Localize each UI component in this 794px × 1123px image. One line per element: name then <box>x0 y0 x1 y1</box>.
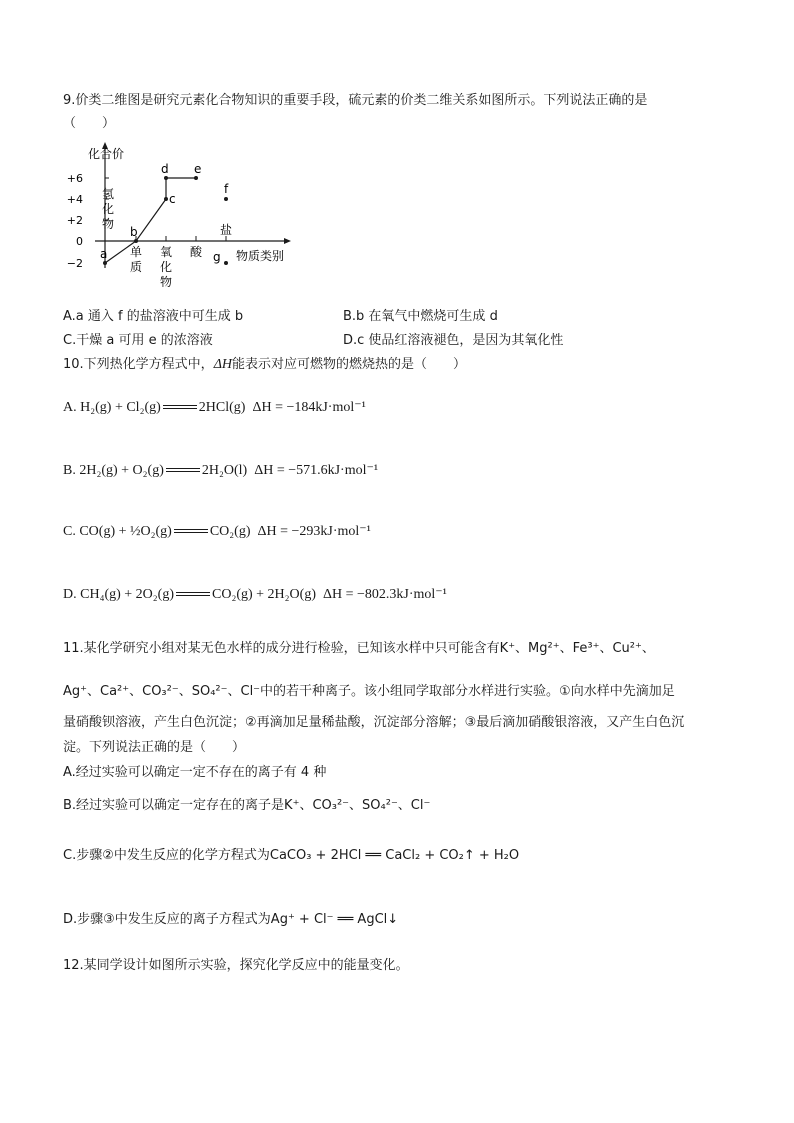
point-e <box>194 176 198 180</box>
point-b <box>134 239 138 243</box>
svg-text:质: 质 <box>129 260 143 274</box>
point-g <box>224 261 228 265</box>
y-tick: −2 <box>66 257 83 270</box>
q11-stem-line1: 11.某化学研究小组对某无色水样的成分进行检验，已知该水样中只可能含有K⁺、Mg²⁺、Fe³⁺、Cu²⁺、 <box>63 641 655 656</box>
q11-stem-line2: Ag⁺、Ca²⁺、CO₃²⁻、SO₄²⁻、Cl⁻中的若干种离子。该小组同学取部分水样进行实验。①向水样中先滴加足 <box>63 684 675 699</box>
point-d <box>164 176 168 180</box>
point-label-b: b <box>130 225 138 239</box>
q11-option-b: B.经过实验可以确定一定存在的离子是K⁺、CO₃²⁻、SO₄²⁻、Cl⁻ <box>63 798 431 813</box>
category-hydride: 氢 <box>101 187 115 201</box>
q9-option-b: B.b 在氧气中燃烧可生成 d <box>343 309 498 324</box>
q9-stem: 9.价类二维图是研究元素化合物知识的重要手段，硫元素的价类二维关系如图所示。下列说法正确的是 <box>63 93 648 108</box>
y-tick: +6 <box>66 172 83 185</box>
y-axis-title: 化合价 <box>88 147 125 161</box>
point-label-c: c <box>169 192 176 206</box>
point-f <box>224 197 228 201</box>
q10-option-b: B. 2H₂(g) + O₂(g) 2H₂O(l) ΔH = −571.6kJ·mol⁻¹ <box>63 463 379 478</box>
q11-option-d: D.步骤③中发生反应的离子方程式为Ag⁺ + Cl⁻ ══ AgCl↓ <box>63 912 399 927</box>
y-tick: +2 <box>66 214 83 227</box>
valence-class-chart <box>60 140 300 290</box>
point-c <box>164 197 168 201</box>
valence-path <box>105 178 196 263</box>
q11-stem-line3: 量硝酸钡溶液，产生白色沉淀；②再滴加足量稀盐酸，沉淀部分溶解；③最后滴加硝酸银溶液，又产生白色沉 <box>63 715 685 730</box>
y-tick: +4 <box>66 193 83 206</box>
point-label-d: d <box>161 162 169 176</box>
q10-option-d: D. CH₄(g) + 2O₂(g) CO₂(g) + 2H₂O(g) ΔH = −802.3kJ·mol⁻¹ <box>63 587 447 602</box>
x-axis-title: 物质类别 <box>236 249 285 263</box>
svg-text:化: 化 <box>159 260 173 274</box>
q9-answer-paren: （ ） <box>63 116 116 131</box>
q9-option-d: D.c 使品红溶液褪色，是因为其氧化性 <box>343 333 564 348</box>
q10-option-c: C. CO(g) + ½O₂(g) CO₂(g) ΔH = −293kJ·mol⁻¹ <box>63 524 371 539</box>
point-label-f: f <box>224 182 229 196</box>
q9-option-a: A.a 通入 f 的盐溶液中可生成 b <box>63 309 244 324</box>
x-axis-arrow <box>284 238 291 244</box>
q12-stem: 12.某同学设计如图所示实验，探究化学反应中的能量变化。 <box>63 958 409 973</box>
point-label-a: a <box>100 247 108 261</box>
q10-option-a: A. H₂(g) + Cl₂(g) 2HCl(g) ΔH = −184kJ·mol⁻¹ <box>63 400 366 415</box>
point-a <box>103 261 107 265</box>
q9-option-c: C.干燥 a 可用 e 的浓溶液 <box>63 333 213 348</box>
point-label-e: e <box>194 162 202 176</box>
category-salt: 盐 <box>219 223 233 237</box>
category-acid: 酸 <box>189 245 203 259</box>
q11-option-c: C.步骤②中发生反应的化学方程式为CaCO₃ + 2HCl ══ CaCl₂ + CO₂↑ + H₂O <box>63 848 520 863</box>
q10-stem: 10.下列热化学方程式中，ΔH能表示对应可燃物的燃烧热的是（ ） <box>63 357 467 372</box>
svg-text:物: 物 <box>101 217 115 231</box>
category-oxide: 氧 <box>159 245 173 259</box>
point-label-g: g <box>213 250 221 264</box>
q11-stem-line4: 淀。下列说法正确的是（ ） <box>63 740 246 755</box>
y-tick: 0 <box>76 235 83 248</box>
svg-text:物: 物 <box>159 275 173 289</box>
category-element: 单 <box>129 245 143 259</box>
q11-option-a: A.经过实验可以确定一定不存在的离子有 4 种 <box>63 765 327 780</box>
svg-text:化: 化 <box>101 202 115 216</box>
